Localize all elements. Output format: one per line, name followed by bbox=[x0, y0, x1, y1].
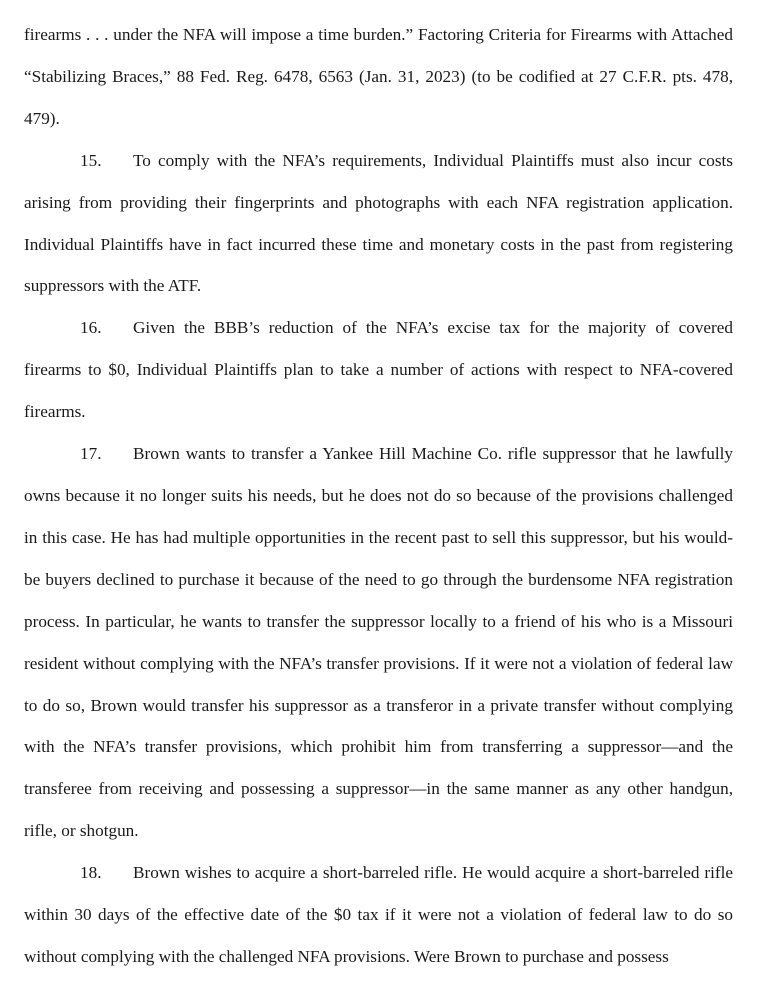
paragraph-16 bbox=[24, 307, 733, 433]
paragraph-number: 16. bbox=[80, 318, 102, 338]
paragraph-17 bbox=[24, 433, 733, 852]
paragraph-text: firearms . . . under the NFA will impose a time burden.” Factoring Criteria for Firearms with Attached “Stabilizing Braces,” 88 Fed. Reg. 6478, 6563 (Jan. 31, 2023) (to be codified at 27 C.F.R. pts. 478, 479). bbox=[24, 25, 733, 128]
paragraph-number: 15. bbox=[80, 150, 102, 170]
paragraph-text: To comply with the NFA’s requirements, Individual Plaintiffs must also incur costs arising from providing their fingerprints and photographs with each NFA registration application. Individual Plaintiffs have in fact incurred these time and monetary costs in the past from registering suppressors with the ATF. bbox=[24, 150, 733, 296]
paragraph-18 bbox=[24, 852, 733, 978]
paragraph-text: Brown wishes to acquire a short-barreled rifle. He would acquire a short-barreled rifle within 30 days of the effective date of the $0 tax if it were not a violation of federal law to do so without complying with the challenged NFA provisions. Were Brown to purchase and possess bbox=[24, 863, 733, 966]
paragraph-number: 17. bbox=[80, 444, 102, 464]
paragraph-continuation bbox=[24, 14, 733, 140]
paragraph-number: 18. bbox=[80, 863, 102, 883]
paragraph-text: Brown wants to transfer a Yankee Hill Machine Co. rifle suppressor that he lawfully owns because it no longer suits his needs, but he does not do so because of the provisions challenged in this case. He has had multiple opportunities in the recent past to sell this suppressor, but his would-be buyers declined to purchase it because of the need to go through the burdensome NFA registration process. In particular, he wants to transfer the suppressor locally to a friend of his who is a Missouri resident without complying with the NFA’s transfer provisions. If it were not a violation of federal law to do so, Brown would transfer his suppressor as a transferor in a private transfer without complying with the NFA’s transfer provisions, which prohibit him from transferring a suppressor—and the transferee from receiving and possessing a suppressor—in the same manner as any other handgun, rifle, or shotgun. bbox=[24, 444, 733, 841]
paragraph-15 bbox=[24, 140, 733, 308]
paragraph-text: Given the BBB’s reduction of the NFA’s excise tax for the majority of covered firearms to $0, Individual Plaintiffs plan to take a number of actions with respect to NFA-covered firearms. bbox=[24, 318, 733, 422]
